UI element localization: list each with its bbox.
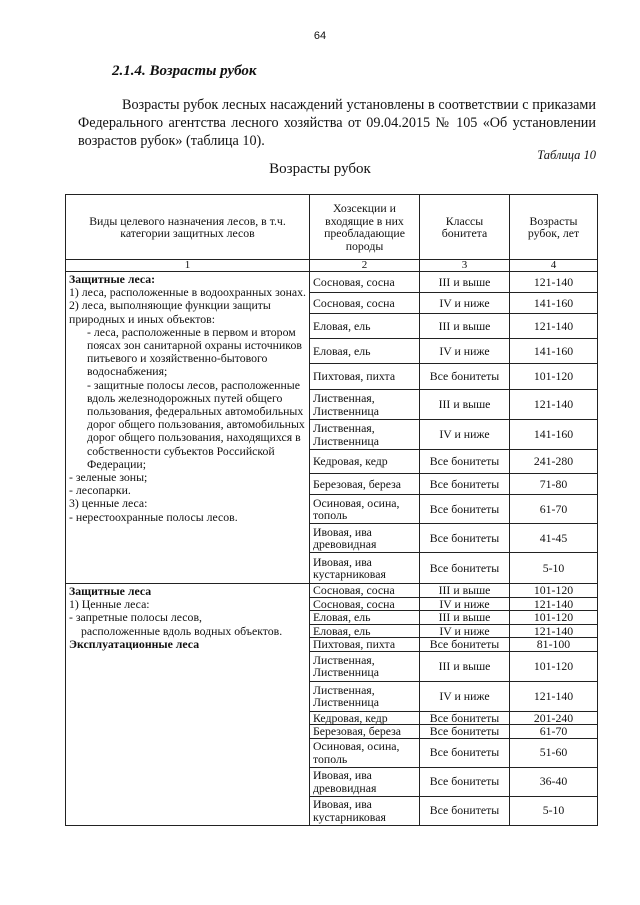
economic-section-cell: Лиственная, Лиственница xyxy=(310,681,420,711)
economic-section-cell: Ивовая, ива древовидная xyxy=(310,524,420,553)
cutting-age-cell: 141-160 xyxy=(510,293,598,314)
forest-purpose-line: - защитные полосы лесов, расположенные вдоль железнодорожных путей общего пользования, федеральных автомобильных дорог общего пользования, автомобильных дорог общего пользования, находящихся в собственности субъектов Российской Федерации; xyxy=(87,377,305,471)
forest-purpose-line: 1) леса, расположенные в водоохранных зонах. xyxy=(69,285,306,300)
forest-purpose-line: - запретные полосы лесов, xyxy=(69,610,202,625)
bonitet-class-cell: III и выше xyxy=(420,272,510,293)
bonitet-class-cell: IV и ниже xyxy=(420,681,510,711)
cutting-age-cell: 101-120 xyxy=(510,364,598,390)
economic-section-cell: Пихтовая, пихта xyxy=(310,638,420,652)
economic-section-cell: Ивовая, ива древовидная xyxy=(310,767,420,796)
economic-section-cell: Сосновая, сосна xyxy=(310,272,420,293)
bonitet-class-cell: Все бонитеты xyxy=(420,450,510,474)
cutting-age-cell: 41-45 xyxy=(510,524,598,553)
cutting-age-cell: 121-140 xyxy=(510,272,598,293)
forest-purpose-cell xyxy=(66,584,310,826)
economic-section-cell: Пихтовая, пихта xyxy=(310,364,420,390)
cutting-age-cell: 141-160 xyxy=(510,339,598,364)
cutting-age-cell: 121-140 xyxy=(510,597,598,611)
table-label: Таблица 10 xyxy=(537,148,596,162)
economic-section-cell: Березовая, береза xyxy=(310,474,420,495)
economic-section-cell: Еловая, ель xyxy=(310,624,420,638)
cutting-age-cell: 241-280 xyxy=(510,450,598,474)
column-number: 3 xyxy=(420,260,510,272)
table-body xyxy=(66,272,598,826)
column-number: 1 xyxy=(66,260,310,272)
bonitet-class-cell: Все бонитеты xyxy=(420,711,510,725)
forest-purpose-line: 2) леса, выполняющие функции защиты природных и иных объектов: xyxy=(69,298,271,326)
header-economic-section: Хозсекции и входящие в них преобладающие породы xyxy=(310,195,420,260)
bonitet-class-cell: IV и ниже xyxy=(420,339,510,364)
bonitet-class-cell: Все бонитеты xyxy=(420,796,510,825)
forest-purpose-line: Защитные леса xyxy=(69,584,152,598)
economic-section-cell: Ивовая, ива кустарниковая xyxy=(310,796,420,825)
cutting-age-cell: 121-140 xyxy=(510,681,598,711)
forest-purpose-line: расположенные вдоль водных объектов. xyxy=(81,623,283,638)
economic-section-cell: Березовая, береза xyxy=(310,725,420,739)
cutting-age-cell: 61-70 xyxy=(510,725,598,739)
economic-section-cell: Ивовая, ива кустарниковая xyxy=(310,553,420,584)
bonitet-class-cell: IV и ниже xyxy=(420,420,510,450)
cutting-age-cell: 121-140 xyxy=(510,624,598,638)
forest-purpose-line: - зеленые зоны; xyxy=(69,470,148,485)
header-bonitet-class: Классы бонитета xyxy=(420,195,510,260)
forest-purpose-line: Защитные леса: xyxy=(69,272,156,286)
bonitet-class-cell: Все бонитеты xyxy=(420,364,510,390)
header-forest-purpose: Виды целевого назначения лесов, в т.ч. категории защитных лесов xyxy=(66,195,310,260)
bonitet-class-cell: Все бонитеты xyxy=(420,725,510,739)
forest-purpose-line: 1) Ценные леса: xyxy=(69,597,150,612)
economic-section-cell: Кедровая, кедр xyxy=(310,711,420,725)
economic-section-cell: Лиственная, Лиственница xyxy=(310,651,420,681)
section-heading: 2.1.4. Возрасты рубок xyxy=(112,63,257,79)
economic-section-cell: Сосновая, сосна xyxy=(310,597,420,611)
economic-section-cell: Лиственная, Лиственница xyxy=(310,420,420,450)
page-number: 64 xyxy=(313,30,327,42)
forest-purpose-line: - леса, расположенные в первом и втором поясах зон санитарной охраны источников питьевого и хозяйственно-бытового водоснабжения; xyxy=(87,324,302,379)
bonitet-class-cell: Все бонитеты xyxy=(420,767,510,796)
economic-section-cell: Еловая, ель xyxy=(310,339,420,364)
bonitet-class-cell: Все бонитеты xyxy=(420,495,510,524)
cutting-age-cell: 5-10 xyxy=(510,796,598,825)
forest-purpose-line: - нерестоохранные полосы лесов. xyxy=(69,509,238,524)
economic-section-cell: Сосновая, сосна xyxy=(310,584,420,598)
bonitet-class-cell: Все бонитеты xyxy=(420,474,510,495)
body-paragraph: Возрасты рубок лесных насаждений установлены в соответствии с приказами Федерального агентства лесного хозяйства от 09.04.2015 № 105 «Об установлении возрастов рубок» (таблица 10). xyxy=(78,97,596,149)
cutting-age-cell: 51-60 xyxy=(510,738,598,767)
cutting-age-cell: 141-160 xyxy=(510,420,598,450)
economic-section-cell: Осиновая, осина, тополь xyxy=(310,738,420,767)
forest-purpose-line: 3) ценные леса: xyxy=(69,496,148,511)
cutting-age-cell: 121-140 xyxy=(510,314,598,339)
cutting-age-cell: 101-120 xyxy=(510,651,598,681)
forest-purpose-line: Эксплуатационные леса xyxy=(69,636,200,651)
bonitet-class-cell: III и выше xyxy=(420,314,510,339)
bonitet-class-cell: Все бонитеты xyxy=(420,553,510,584)
forest-purpose-line: - лесопарки. xyxy=(69,483,131,498)
economic-section-cell: Еловая, ель xyxy=(310,314,420,339)
column-number: 2 xyxy=(310,260,420,272)
bonitet-class-cell: Все бонитеты xyxy=(420,638,510,652)
cutting-age-cell: 71-80 xyxy=(510,474,598,495)
cutting-age-cell: 36-40 xyxy=(510,767,598,796)
economic-section-cell: Еловая, ель xyxy=(310,611,420,625)
cutting-age-table xyxy=(65,194,598,826)
cutting-age-cell: 61-70 xyxy=(510,495,598,524)
bonitet-class-cell: IV и ниже xyxy=(420,293,510,314)
bonitet-class-cell: IV и ниже xyxy=(420,624,510,638)
cutting-age-cell: 101-120 xyxy=(510,584,598,598)
economic-section-cell: Сосновая, сосна xyxy=(310,293,420,314)
table-row xyxy=(66,272,598,293)
cutting-age-cell: 5-10 xyxy=(510,553,598,584)
bonitet-class-cell: Все бонитеты xyxy=(420,524,510,553)
table-title: Возрасты рубок xyxy=(269,161,371,177)
table-row xyxy=(66,584,598,598)
bonitet-class-cell: III и выше xyxy=(420,611,510,625)
cutting-age-cell: 121-140 xyxy=(510,390,598,420)
bonitet-class-cell: III и выше xyxy=(420,390,510,420)
economic-section-cell: Лиственная, Лиственница xyxy=(310,390,420,420)
column-number: 4 xyxy=(510,260,598,272)
cutting-age-cell: 101-120 xyxy=(510,611,598,625)
header-cutting-age: Возрасты рубок, лет xyxy=(510,195,598,260)
bonitet-class-cell: III и выше xyxy=(420,651,510,681)
bonitet-class-cell: Все бонитеты xyxy=(420,738,510,767)
economic-section-cell: Осиновая, осина, тополь xyxy=(310,495,420,524)
cutting-age-cell: 81-100 xyxy=(510,638,598,652)
table-header-row xyxy=(66,195,598,260)
column-number-row xyxy=(66,260,598,272)
bonitet-class-cell: III и выше xyxy=(420,584,510,598)
economic-section-cell: Кедровая, кедр xyxy=(310,450,420,474)
forest-purpose-cell xyxy=(66,272,310,584)
bonitet-class-cell: IV и ниже xyxy=(420,597,510,611)
cutting-age-cell: 201-240 xyxy=(510,711,598,725)
